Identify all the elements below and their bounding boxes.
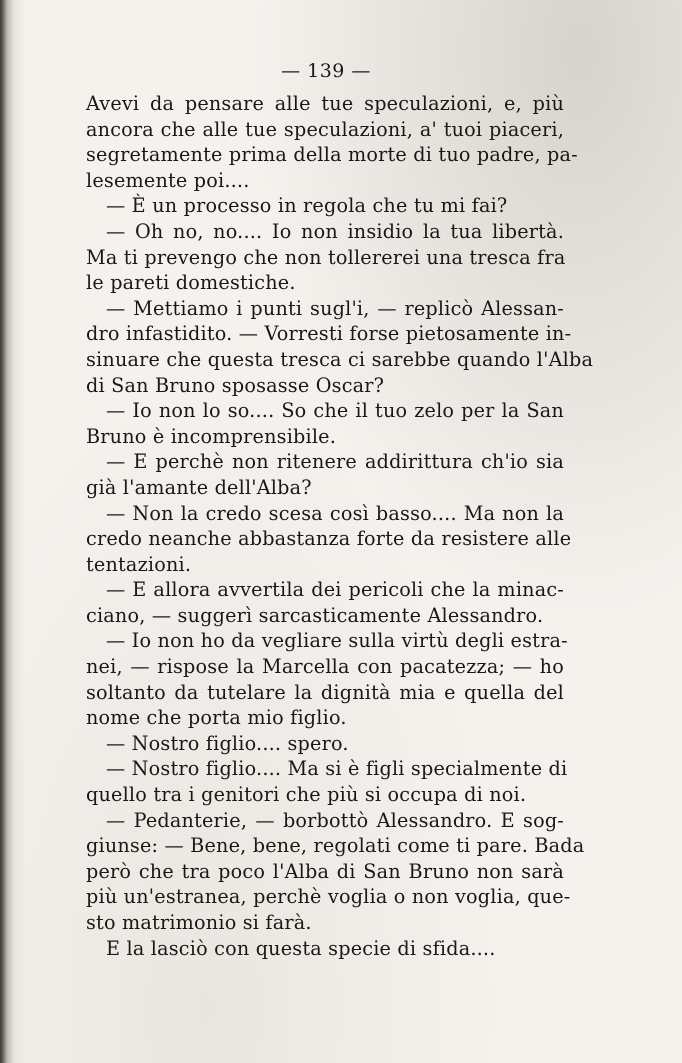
text-line: di San Bruno sposasse Oscar? (86, 373, 385, 397)
text-line: — Nostro figlio.... spero. (106, 731, 349, 755)
text-line: — Pedanterie, — borbottò Alessandro. E sog- (106, 808, 564, 832)
text-line: più un'estranea, perchè voglia o non voglia, que- (86, 885, 571, 909)
text-line: — Non la credo scesa così basso.... Ma non la (106, 501, 564, 525)
text-line: — E allora avvertila dei pericoli che la minac- (106, 578, 564, 602)
page-number: — 139 — (281, 60, 371, 82)
text-line: Bruno è incomprensibile. (86, 424, 337, 448)
text-line: soltanto da tutelare la dignità mia e quella del (86, 680, 564, 704)
text-line: sto matrimonio si farà. (86, 911, 312, 934)
text-line: giunse: — Bene, bene, regolati come ti pare. Bada (86, 834, 585, 858)
text-line: — Io non lo so.... So che il tuo zelo per la San (106, 399, 564, 423)
text-line: — Io non ho da vegliare sulla virtù degli estra- (106, 629, 568, 653)
text-line: — È un processo in regola che tu mi fai? (106, 194, 508, 218)
text-line: sinuare che questa tresca ci sarebbe quando l'Alba (86, 347, 594, 371)
text-line: ancora che alle tue speculazioni, a' tuoi piaceri, (86, 117, 564, 141)
text-line: credo neanche abbastanza forte da resistere alle (86, 527, 572, 551)
text-line: nei, — rispose la Marcella con pacatezza; — ho (86, 655, 564, 679)
text-line: segretamente prima della morte di tuo padre, pa- (86, 143, 578, 167)
text-line: Ma ti prevengo che non tollererei una tresca fra (86, 245, 566, 269)
text-line: E la lasciò con questa specie di sfida.... (106, 936, 496, 960)
text-line: nome che porta mio figlio. (86, 706, 347, 730)
text-line: ciano, — suggerì sarcasticamente Alessandro. (86, 603, 544, 627)
page-binding-edge (0, 0, 26, 1063)
text-line: — E perchè non ritenere addirittura ch'io sia (106, 450, 564, 474)
text-line: — Mettiamo i punti sugl'i, — replicò Alessan- (106, 296, 564, 320)
body-text (86, 91, 594, 961)
text-line: — Oh no, no.... Io non insidio la tua libertà. (106, 219, 564, 243)
text-line: — Nostro figlio.... Ma si è figli specialmente di (106, 757, 568, 781)
text-line: dro infastidito. — Vorresti forse pietosamente in- (86, 322, 572, 346)
text-line: già l'amante dell'Alba? (86, 475, 312, 499)
text-line: Avevi da pensare alle tue speculazioni, e, più (86, 92, 564, 115)
text-line: però che tra poco l'Alba di San Bruno non sarà (86, 859, 564, 883)
text-line: quello tra i genitori che più si occupa di noi. (86, 783, 527, 807)
text-line: lesemente poi.... (86, 168, 250, 192)
text-line: tentazioni. (86, 552, 192, 576)
text-line: le pareti domestiche. (86, 271, 296, 295)
